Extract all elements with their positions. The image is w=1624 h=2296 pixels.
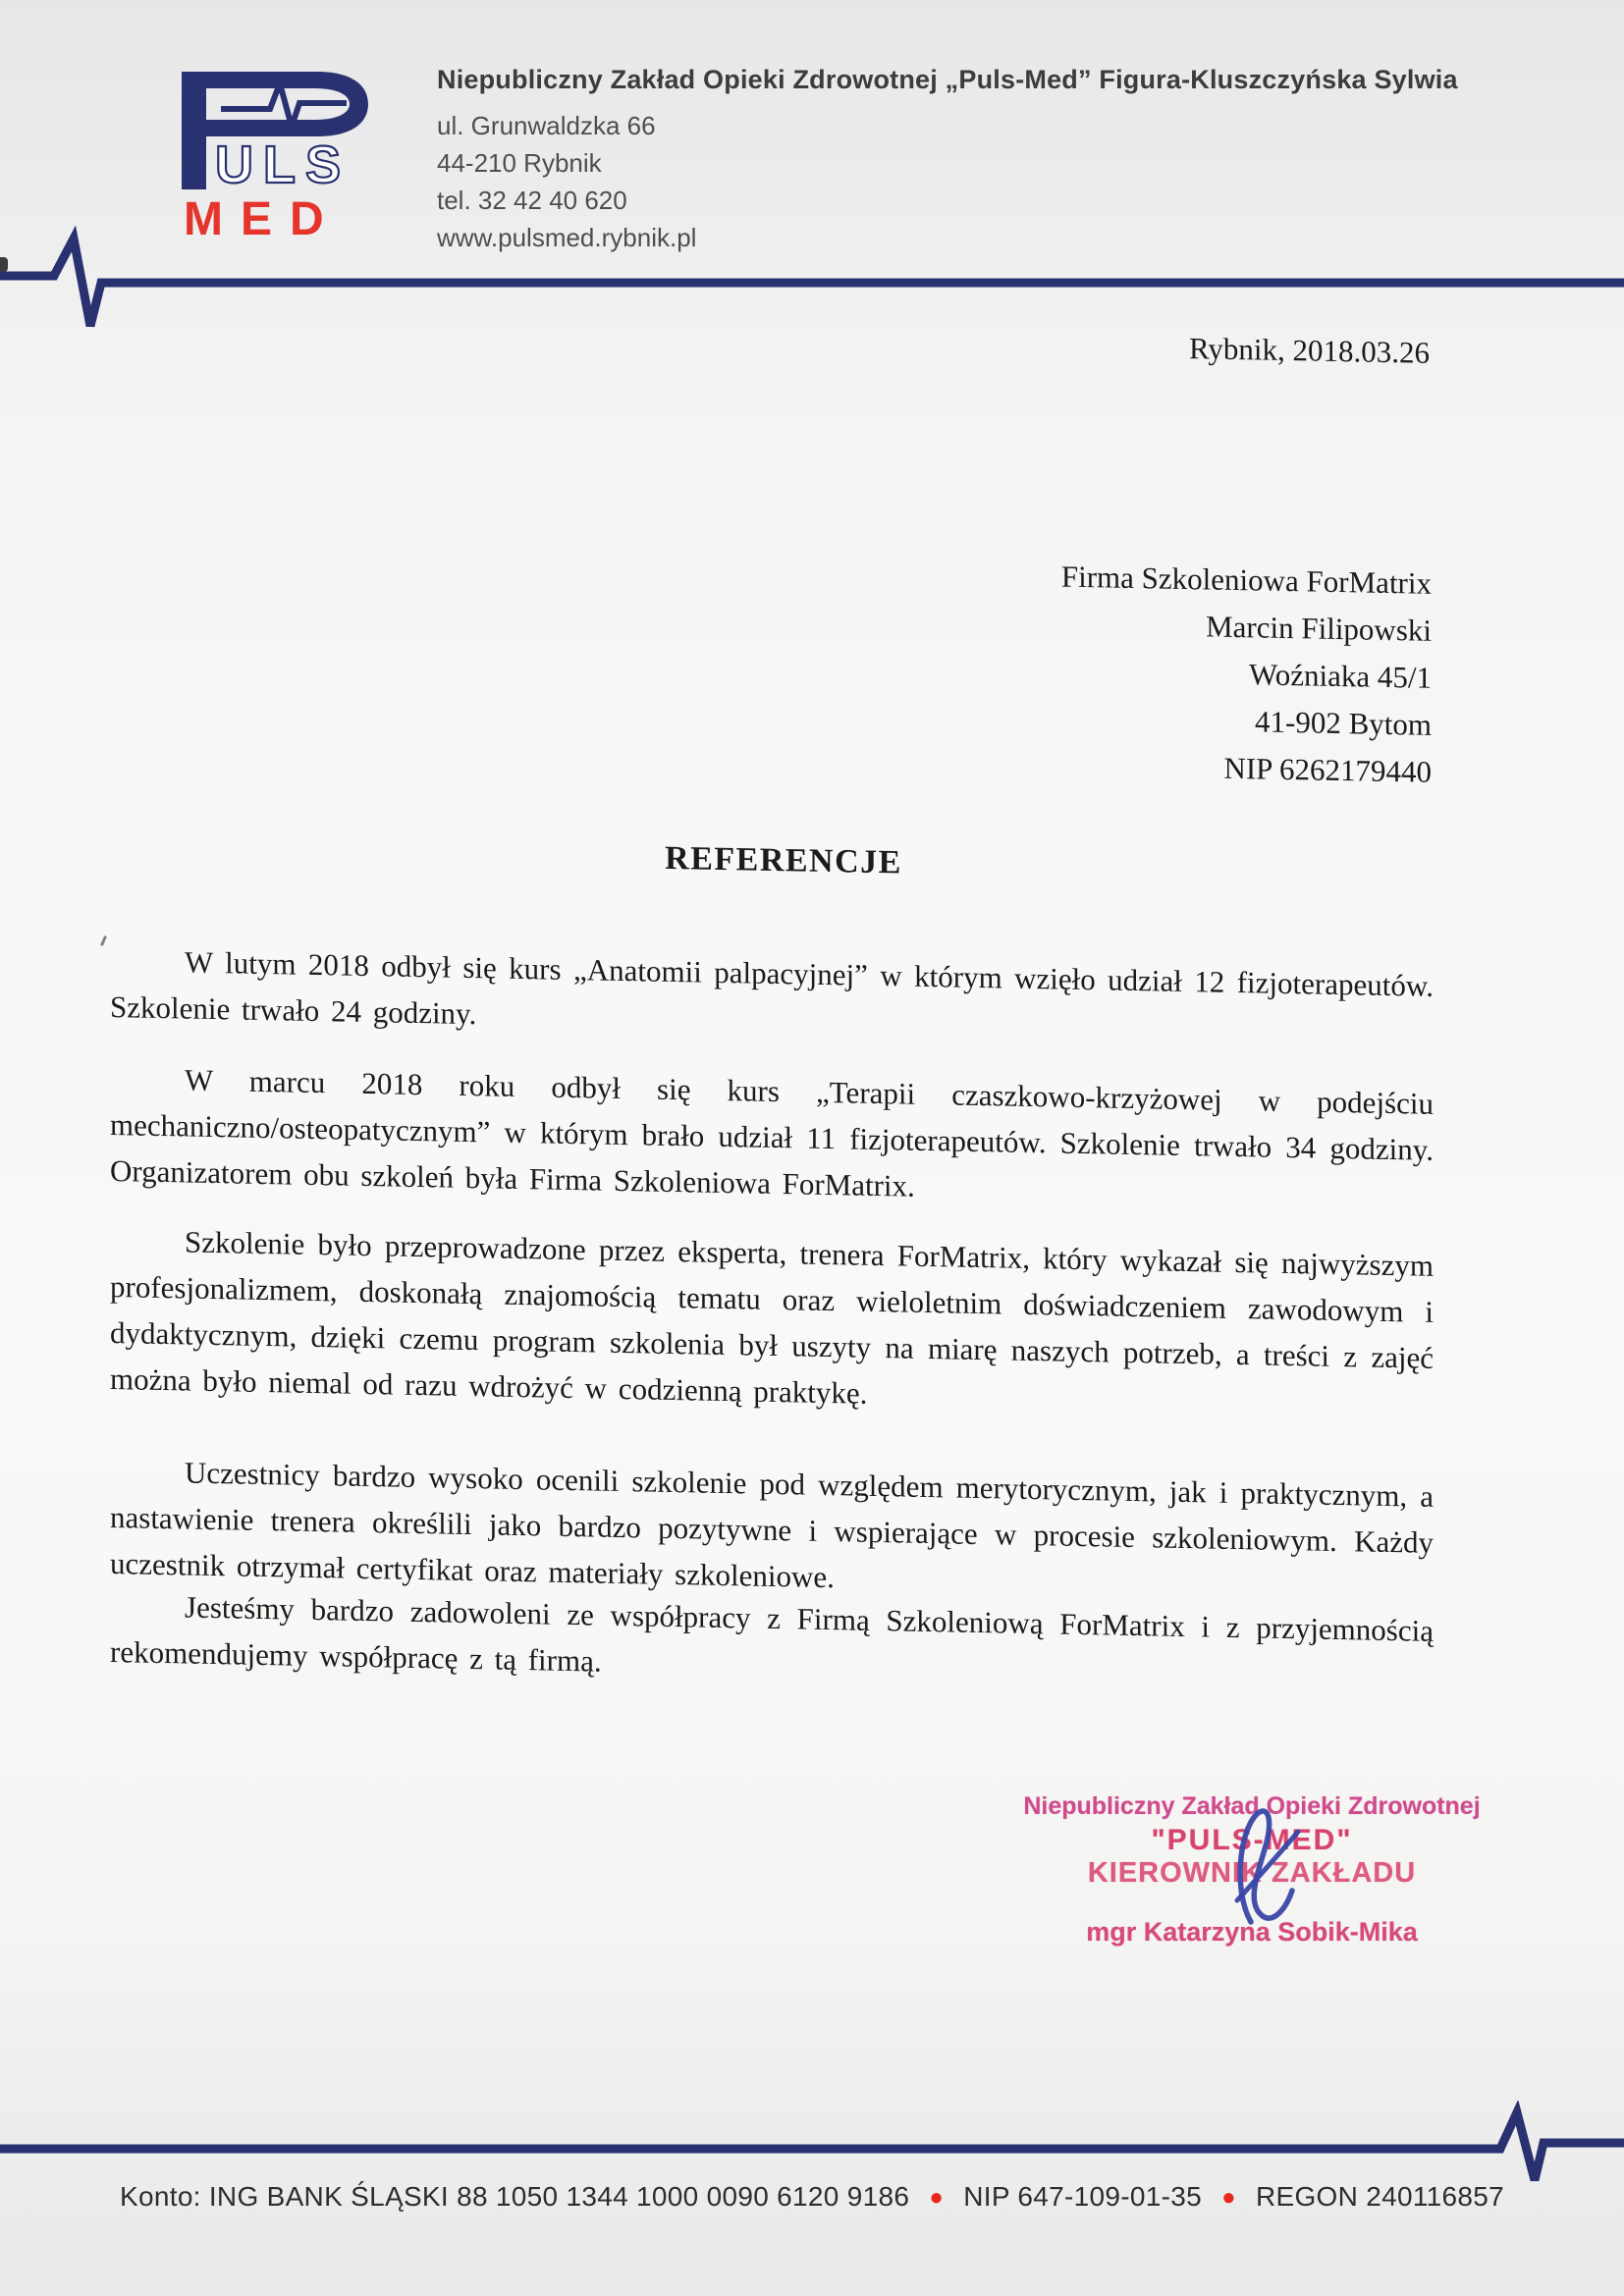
recipient-city: 41-902 Bytom (1255, 704, 1432, 742)
puls-med-logo (182, 72, 390, 240)
footer-konto: Konto: ING BANK ŚLĄSKI 88 1050 1344 1000 0090 6120 9186 (120, 2181, 910, 2212)
letter-body (110, 294, 1434, 1743)
recipient-person: Marcin Filipowski (1206, 609, 1432, 648)
company-website: www.pulsmed.rybnik.pl (437, 223, 697, 252)
paragraph-5: Jesteśmy bardzo zadowoleni ze współpracy z Firmą Szkoleniową ForMatrix i z przyjemnością rekomendujemy współpracę z tą firmą. (110, 1589, 1434, 1679)
scan-edge-mark (0, 257, 8, 272)
logo-p-stem (182, 72, 206, 189)
red-dot-icon: ● (1221, 2184, 1236, 2211)
footer-regon: REGON 240116857 (1255, 2181, 1504, 2212)
letter-date: Rybnik, 2018.03.26 (1188, 331, 1430, 370)
paragraph-3: Szkolenie było przeprowadzone przez eksperta, trenera ForMatrix, który wykazał się najwyższym profesjonalizmem, doskonałą znajomością tematu oraz wieloletnim doświadczeniem zawodowym i dydaktycznym, dzięki czemu program szkolenia był uszyty na miarę naszych potrzeb, a treści z zajęć można było niemal od razu wdrożyć w codzienną praktykę. (110, 1224, 1434, 1411)
stamp-role-line: KIEROWNIK ZAKŁADU (1087, 1857, 1417, 1889)
stamp-signer-name: mgr Katarzyna Sobik-Mika (1086, 1917, 1418, 1947)
logo-word-uls: ULS (215, 135, 351, 194)
stamp-brand-line: "PULS-MED" (1151, 1824, 1353, 1856)
paragraph-2: W marcu 2018 roku odbył się kurs „Terapii czaszkowo-krzyżowej w podejściu mechaniczno/osteopatycznym” w którym brało udział 11 fizjoterapeutów. Szkolenie trwało 34 godziny. Organizatorem obu szkoleń była Firma Szkoleniowa ForMatrix. (110, 1062, 1434, 1203)
footer-ids (0, 2181, 1624, 2213)
stamp-company-line: Niepubliczny Zakład Opieki Zdrowotnej (1023, 1792, 1481, 1820)
letter-title: REFERENCJE (665, 839, 902, 881)
company-city: 44-210 Rybnik (437, 148, 602, 178)
scan-speck (100, 935, 107, 946)
recipient-company: Firma Szkoleniowa ForMatrix (1060, 559, 1432, 601)
company-phone: tel. 32 42 40 620 (437, 186, 627, 215)
logo-word-med: MED (184, 193, 342, 240)
company-street: ul. Grunwaldzka 66 (437, 111, 656, 140)
paragraph-1: W lutym 2018 odbył się kurs „Anatomii palpacyjnej” w którym wzięło udział 12 fizjoterapeutów. Szkolenie trwało 24 godziny. (110, 944, 1434, 1032)
footer-nip: NIP 647-109-01-35 (963, 2181, 1202, 2212)
recipient-nip: NIP 6262179440 (1223, 750, 1432, 789)
recipient-block (1061, 554, 1432, 796)
signature-scribble (1229, 1804, 1347, 1930)
recipient-street: Woźniaka 45/1 (1248, 657, 1432, 695)
red-dot-icon: ● (929, 2184, 945, 2211)
company-name: Niepubliczny Zakład Opieki Zdrowotnej „Puls-Med” Figura-Kluszczyńska Sylwia (437, 65, 1458, 94)
paragraph-4: Uczestnicy bardzo wysoko ocenili szkolenie pod względem merytorycznym, jak i praktycznym, a nastawienie trenera określili jako bardzo pozytywne i wspierające w procesie szkoleniowym. Każdy uczestnik otrzymał certyfikat oraz materiały szkoleniowe. (110, 1455, 1434, 1595)
